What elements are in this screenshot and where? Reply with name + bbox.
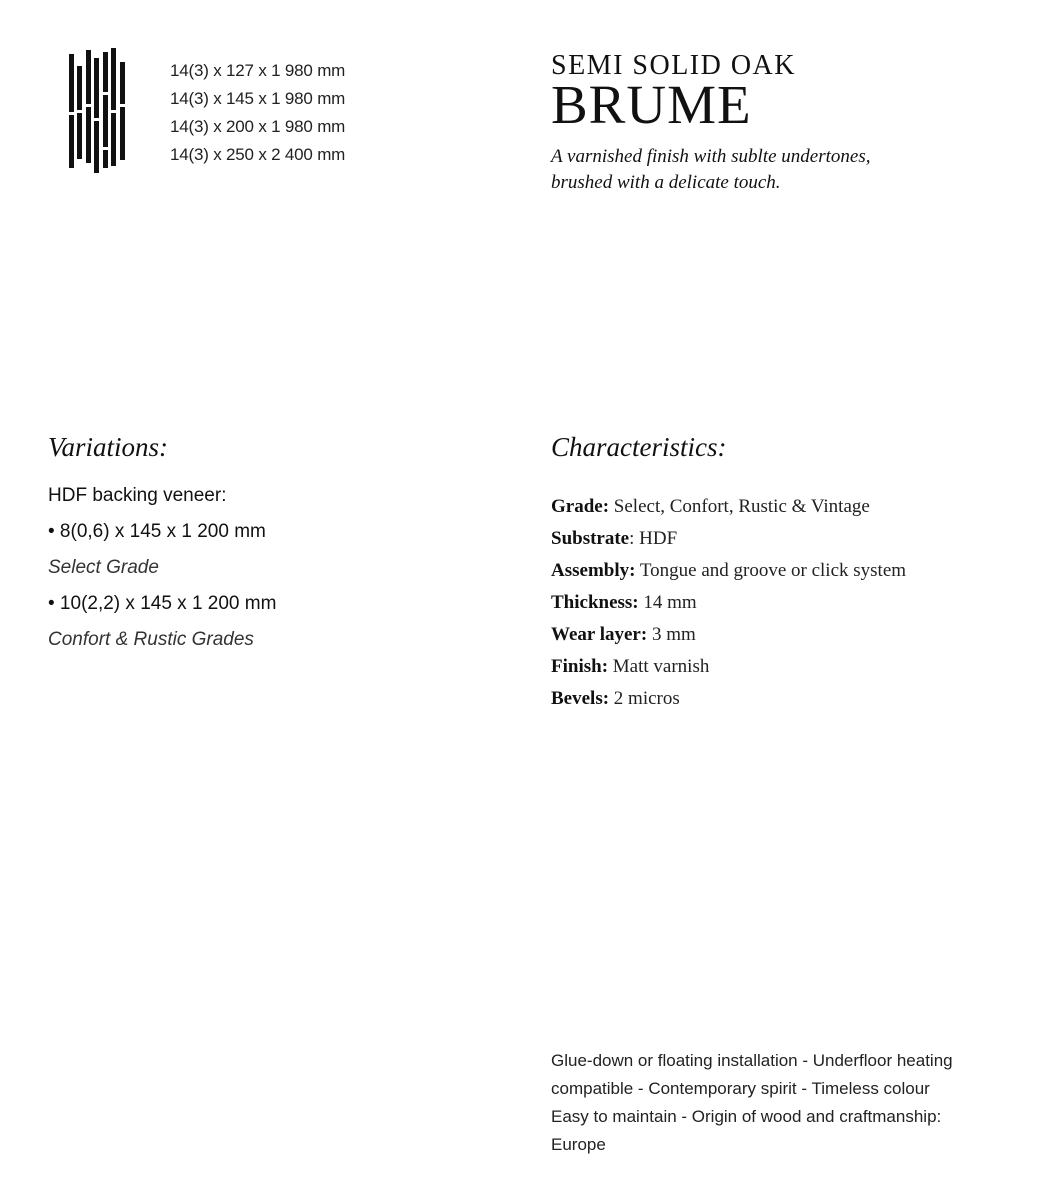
variations-section bbox=[48, 482, 468, 654]
characteristic-key: Wear layer: bbox=[551, 624, 648, 645]
title-block bbox=[551, 50, 1011, 196]
characteristics-list bbox=[551, 491, 1011, 715]
dimension-line: 14(3) x 200 x 1 980 mm bbox=[170, 117, 346, 136]
characteristic-key: Grade: bbox=[551, 496, 610, 517]
characteristic-row bbox=[551, 587, 1011, 619]
characteristic-row bbox=[551, 619, 1011, 651]
characteristic-row bbox=[551, 555, 1011, 587]
characteristic-row bbox=[551, 651, 1011, 683]
characteristic-value: 2 micros bbox=[609, 688, 680, 709]
tagline-line: brushed with a delicate touch. bbox=[551, 172, 781, 193]
plank-pattern-icon bbox=[68, 48, 130, 174]
product-category: SEMI SOLID OAK bbox=[551, 50, 796, 81]
characteristic-row bbox=[551, 491, 1011, 523]
product-tagline bbox=[551, 144, 951, 196]
product-name: BRUME bbox=[551, 74, 752, 135]
footer-line: Europe bbox=[551, 1135, 606, 1154]
characteristic-value: Select, Confort, Rustic & Vintage bbox=[609, 496, 870, 517]
footer-line: Easy to maintain - Origin of wood and craftmanship: bbox=[551, 1107, 942, 1126]
variations-heading: Variations: bbox=[48, 432, 169, 462]
characteristic-value: 14 mm bbox=[638, 592, 697, 613]
footer-line: compatible - Contemporary spirit - Timeless colour bbox=[551, 1079, 930, 1098]
characteristic-row bbox=[551, 523, 1011, 555]
variations-title: HDF backing veneer: bbox=[48, 485, 227, 506]
characteristic-value: 3 mm bbox=[647, 624, 696, 645]
tagline-line: A varnished finish with sublte undertones, bbox=[551, 146, 871, 167]
characteristic-value: Matt varnish bbox=[608, 656, 710, 677]
characteristic-row bbox=[551, 683, 1011, 715]
dimension-line: 14(3) x 127 x 1 980 mm bbox=[170, 61, 346, 80]
footer-line: Glue-down or floating installation - Underfloor heating bbox=[551, 1051, 953, 1070]
characteristic-key: Substrate bbox=[551, 528, 630, 549]
variation-size: • 10(2,2) x 145 x 1 200 mm bbox=[48, 593, 277, 614]
characteristic-key: Finish: bbox=[551, 656, 609, 677]
features-footer bbox=[551, 1047, 1001, 1159]
characteristic-key: Thickness: bbox=[551, 592, 639, 613]
dimension-line: 14(3) x 145 x 1 980 mm bbox=[170, 89, 346, 108]
characteristic-value: Tongue and groove or click system bbox=[635, 560, 907, 581]
characteristic-value: : HDF bbox=[629, 528, 678, 549]
variation-grade: Select Grade bbox=[48, 557, 159, 578]
variation-grade: Confort & Rustic Grades bbox=[48, 629, 254, 650]
dimensions-list bbox=[170, 57, 470, 169]
characteristic-key: Assembly: bbox=[551, 560, 636, 581]
characteristics-heading: Characteristics: bbox=[551, 432, 727, 462]
characteristic-key: Bevels: bbox=[551, 688, 610, 709]
dimension-line: 14(3) x 250 x 2 400 mm bbox=[170, 145, 346, 164]
variation-size: • 8(0,6) x 145 x 1 200 mm bbox=[48, 521, 266, 542]
